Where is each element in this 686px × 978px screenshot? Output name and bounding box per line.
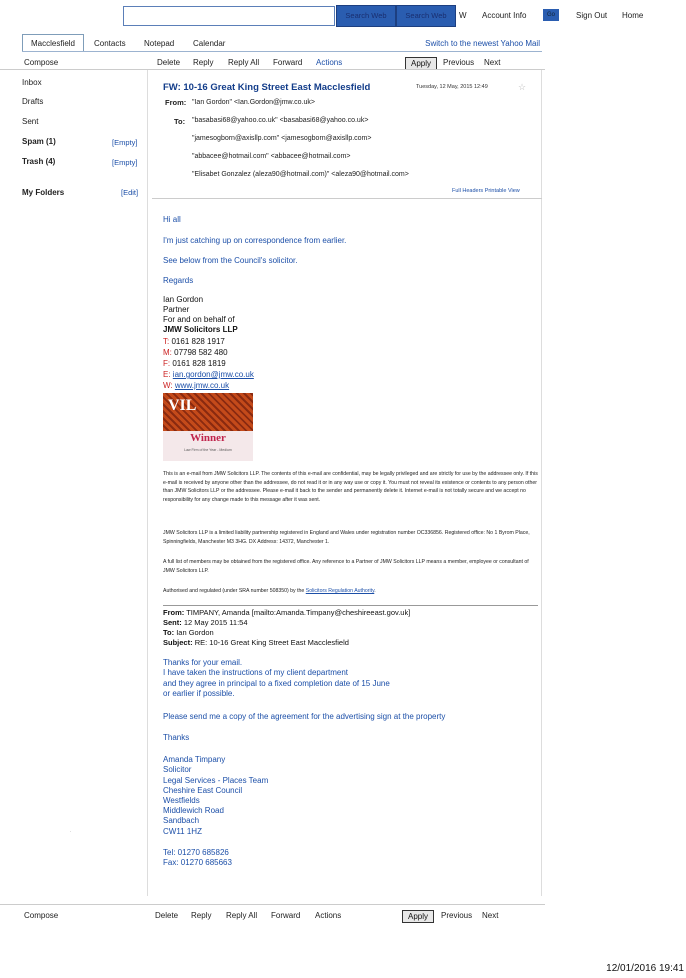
star-icon[interactable]: ☆ <box>518 82 527 92</box>
fwd-sent-label: Sent: <box>163 618 182 627</box>
bottom-divider <box>0 904 545 905</box>
sig-fax-row <box>163 359 226 369</box>
forward-button[interactable]: Forward <box>271 911 301 920</box>
body-line: See below from the Council's solicitor. <box>163 256 298 265</box>
tab-notepad[interactable]: Notepad <box>144 39 175 48</box>
search-input[interactable] <box>123 6 335 26</box>
fwd-sig-line: Middlewich Road <box>163 806 224 815</box>
message-subject: FW: 10-16 Great King Street East Macclesfield <box>163 82 371 93</box>
fwd-body-line: Thanks for your email. <box>163 658 243 667</box>
fwd-sig-line: Solicitor <box>163 765 192 774</box>
disclaimer-registration: JMW Solicitors LLP is a limited liability partnership registered in England and Wales under registration number OC336856. Registered office: No 1 Byrom Place, Spinningfields, Manchester M3 3HG. DX Address: 14372, Manchester 1. <box>163 530 530 545</box>
compose-button[interactable]: Compose <box>24 911 59 920</box>
sig-title: Partner <box>163 305 190 314</box>
disclaimer-members: A full list of members may be obtained from the registered office. Any reference to a Partner of JMW Solicitors LLP means a member, employee or consultant of JMW Solicitors LLP. <box>163 559 529 574</box>
reply-button[interactable]: Reply <box>191 911 212 920</box>
forward-button[interactable]: Forward <box>273 58 303 67</box>
sig-email-row <box>163 370 254 380</box>
fwd-body-line: and they agree in principal to a fixed completion date of 15 June <box>163 679 390 688</box>
fwd-thanks: Thanks <box>163 733 190 742</box>
fwd-to-value: Ian Gordon <box>176 628 214 637</box>
tab-divider <box>22 51 542 52</box>
apply-button[interactable]: Apply <box>405 57 437 70</box>
award-image <box>163 393 253 461</box>
sig-firm: JMW Solicitors LLP <box>163 325 238 334</box>
go-button[interactable]: Go <box>543 9 559 21</box>
next-button[interactable]: Next <box>482 911 499 920</box>
sig-for: For and on behalf of <box>163 315 235 324</box>
sig-web-row <box>163 381 229 391</box>
fwd-subject-row <box>163 638 349 648</box>
fwd-from-value: TIMPANY, Amanda [mailto:Amanda.Timpany@cheshireeast.gov.uk] <box>186 608 411 617</box>
to-recipient: "basabasi68@yahoo.co.uk" <basabasi68@yahoo.co.uk> <box>192 117 369 124</box>
e-label: E: <box>163 370 171 379</box>
next-button[interactable]: Next <box>484 58 501 67</box>
w-label: W: <box>163 381 173 390</box>
fwd-sig-line: Westfields <box>163 796 200 805</box>
print-timestamp: 12/01/2016 19:41 <box>606 963 684 974</box>
fwd-to-label: To: <box>163 628 175 637</box>
empty-trash-link[interactable]: [Empty] <box>112 158 138 167</box>
fwd-sig-line: Legal Services - Places Team <box>163 776 269 785</box>
fwd-sent-row <box>163 618 248 628</box>
to-recipient: "Elisabet Gonzalez (aleza90@hotmail.com)" <aleza90@hotmail.com> <box>192 171 409 178</box>
toolbar-divider <box>0 69 545 70</box>
switch-mail-link[interactable]: Switch to the newest Yahoo Mail <box>425 39 540 48</box>
fwd-subject-value: RE: 10-16 Great King Street East Macclesfield <box>194 638 349 647</box>
sidebar-item-spam[interactable]: Spam (1) <box>22 137 56 146</box>
fwd-sig-line: Cheshire East Council <box>163 786 243 795</box>
disclaimer-confidentiality: This is an e-mail from JMW Solicitors LLP. The contents of this e-mail are confidential, may be legally privileged and are strictly for use by the addressee only. If this e-mail is received by anyone other than the addressee, do not read it or in any way use or copy it. You must not reveal its existence or contents to any person other than JMW Solicitors LLP or the addressee. Please e-mail it back to the sender and permanently delete it. Internet e-mail is not totally secure and we accept no responsibility for any change made to this message after it was sent. <box>163 471 538 503</box>
sidebar-border <box>147 70 148 896</box>
reply-all-button[interactable]: Reply All <box>228 58 260 67</box>
previous-button[interactable]: Previous <box>441 911 473 920</box>
from-value: "Ian Gordon" <Ian.Gordon@jmw.co.uk> <box>192 99 315 106</box>
sig-phone-row <box>163 337 225 347</box>
f-label: F: <box>163 359 171 368</box>
fwd-body-line: I have taken the instructions of my client department <box>163 668 348 677</box>
tab-calendar[interactable]: Calendar <box>193 39 226 48</box>
reply-all-button[interactable]: Reply All <box>226 911 258 920</box>
fwd-body-line: Please send me a copy of the agreement for the advertising sign at the property <box>163 712 446 721</box>
sidebar-item-inbox[interactable]: Inbox <box>22 78 42 87</box>
m-value: 07798 582 480 <box>174 348 228 357</box>
my-folders-heading: My Folders <box>22 188 65 197</box>
sidebar-item-sent[interactable]: Sent <box>22 117 39 126</box>
website-link[interactable]: www.jmw.co.uk <box>174 381 230 390</box>
header-divider <box>152 198 542 199</box>
actions-menu[interactable]: Actions <box>316 58 343 67</box>
to-label: To: <box>174 117 186 126</box>
fwd-tel: Tel: 01270 685826 <box>163 848 229 857</box>
regulation-text: Authorised and regulated (under SRA number 508350) by the <box>163 588 306 594</box>
empty-spam-link[interactable]: [Empty] <box>112 138 138 147</box>
search-web-button[interactable]: Search Web <box>396 5 456 27</box>
fwd-sig-line: Sandbach <box>163 816 200 825</box>
fwd-fax: Fax: 01270 685663 <box>163 858 232 867</box>
previous-button[interactable]: Previous <box>443 58 475 67</box>
fwd-sig-line: Amanda Timpany <box>163 755 226 764</box>
reply-button[interactable]: Reply <box>193 58 214 67</box>
forward-divider <box>163 605 538 606</box>
fwd-to-row <box>163 628 214 638</box>
compose-button[interactable]: Compose <box>24 58 59 67</box>
body-regards: Regards <box>163 276 194 285</box>
search-news-button[interactable]: Search Web <box>336 5 396 27</box>
sidebar-item-trash[interactable]: Trash (4) <box>22 157 56 166</box>
home-link[interactable]: Home <box>622 11 644 20</box>
sign-out-link[interactable]: Sign Out <box>576 11 608 20</box>
body-greeting: Hi all <box>163 215 181 224</box>
award-caption: Law Firm of the Year - Medium <box>184 448 232 452</box>
tab-macclesfield[interactable]: Macclesfield <box>22 34 84 52</box>
message-date: Tuesday, 12 May, 2015 12:49 <box>416 84 488 90</box>
sig-mobile-row <box>163 348 228 358</box>
delete-button[interactable]: Delete <box>155 911 179 920</box>
apply-button[interactable]: Apply <box>402 910 434 923</box>
body-line: I'm just catching up on correspondence from earlier. <box>163 236 347 245</box>
email-link[interactable]: ian.gordon@jmw.co.uk <box>172 370 254 379</box>
edit-folders-link[interactable]: [Edit] <box>121 188 139 197</box>
sidebar-item-drafts[interactable]: Drafts <box>22 97 44 106</box>
tab-contacts[interactable]: Contacts <box>94 39 126 48</box>
fwd-from-row <box>163 608 410 618</box>
to-recipient: "jamesogborn@axisllp.com" <jamesogborn@axisllp.com> <box>192 135 372 142</box>
sra-link[interactable]: Solicitors Regulation Authority <box>305 588 375 594</box>
t-value: 0161 828 1917 <box>171 337 225 346</box>
from-label: From: <box>165 98 187 107</box>
fwd-sig-line: CW11 1HZ <box>163 827 202 836</box>
fwd-subject-label: Subject: <box>163 638 193 647</box>
fwd-body-line: or earlier if possible. <box>163 689 235 698</box>
award-logo: VIL <box>168 397 197 414</box>
full-headers-link[interactable]: Full Headers Printable View <box>452 188 520 194</box>
award-winner: Winner <box>190 432 226 444</box>
regulation-end: . <box>374 588 376 594</box>
fwd-from-label: From: <box>163 608 185 617</box>
disclaimer-regulation <box>163 587 538 596</box>
scan-mark: . <box>70 828 72 834</box>
delete-button[interactable]: Delete <box>157 58 181 67</box>
w-label: W <box>459 11 467 20</box>
to-recipient: "abbacee@hotmail.com" <abbacee@hotmail.com> <box>192 153 351 160</box>
sig-name: Ian Gordon <box>163 295 204 304</box>
message-border <box>541 70 542 896</box>
f-value: 0161 828 1819 <box>172 359 226 368</box>
fwd-sent-value: 12 May 2015 11:54 <box>183 618 248 627</box>
m-label: M: <box>163 348 172 357</box>
actions-menu[interactable]: Actions <box>315 911 342 920</box>
t-label: T: <box>163 337 170 346</box>
account-info-link[interactable]: Account Info <box>482 11 527 20</box>
